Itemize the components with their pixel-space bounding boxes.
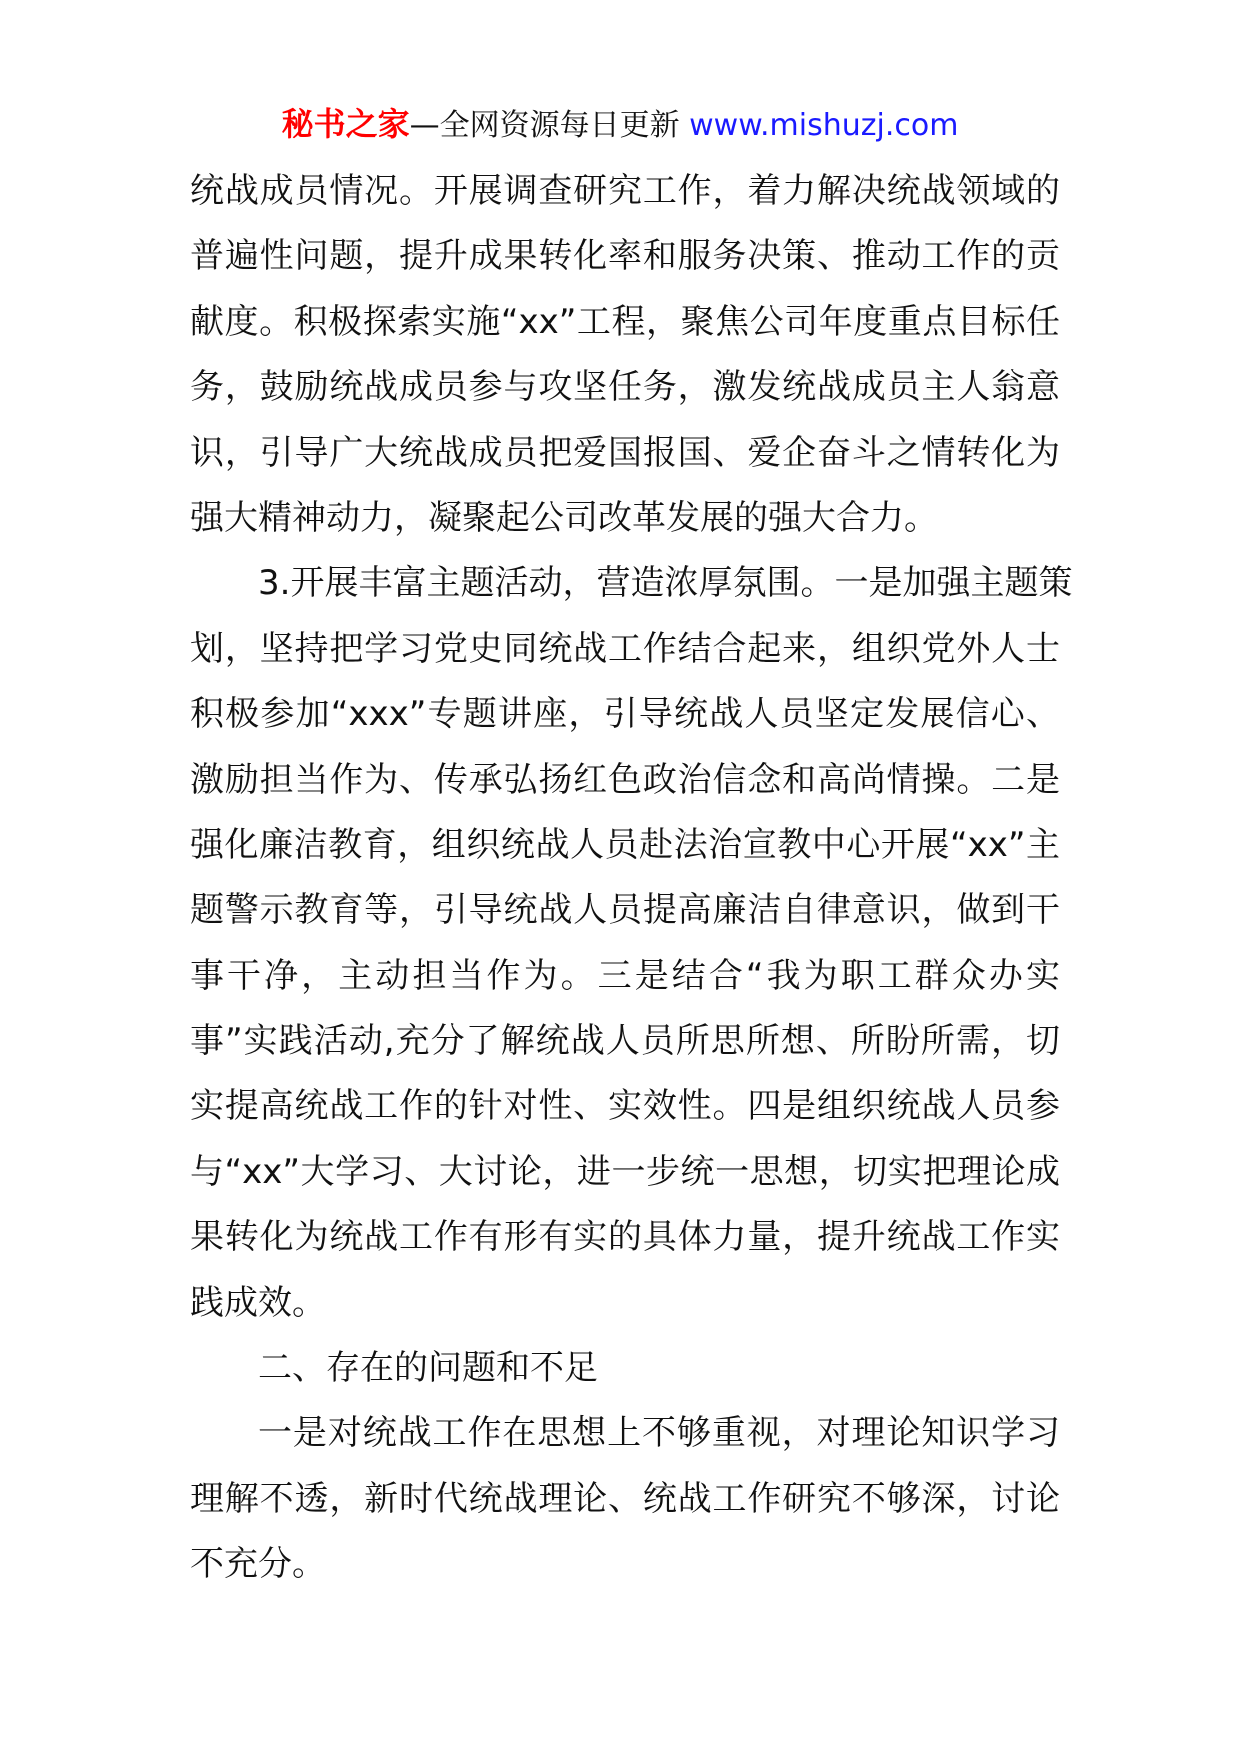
paragraph [190,159,1060,551]
text-line: 一是对统战工作在思想上不够重视，对理论知识学习 [258,1413,1060,1454]
text-line: 统战成员情况。开展调查研究工作，着力解决统战领域的 [190,171,1060,211]
text-line: 果转化为统战工作有形有实的具体力量，提升统战工作实 [190,1217,1060,1258]
text-line: 激励担当作为、传承弘扬红色政治信念和高尚情操。二是 [190,759,1060,800]
text-line: 划，坚持把学习党史同统战工作结合起来，组织党外人士 [190,628,1060,669]
header-url-link[interactable]: www.mishuzj.com [689,108,959,143]
header-tagline: —全网资源每日更新 [409,108,680,143]
text-line: 强大精神动力，凝聚起公司改革发展的强大合力。 [190,497,938,538]
page-header [0,98,1240,150]
text-line: 献度。积极探索实施“xx”工程，聚焦公司年度重点目标任 [190,301,1060,342]
text-line: 题警示教育等，引导统战人员提高廉洁自律意识，做到干 [190,890,1060,931]
text-line: 理解不透，新时代统战理论、统战工作研究不够深，讨论 [190,1478,1060,1519]
paragraph [190,551,1073,1336]
document-body [190,159,1073,1598]
text-line: 不充分。 [190,1544,326,1585]
text-line: 强化廉洁教育，组织统战人员赴法治宣教中心开展“xx”主 [190,824,1060,865]
text-line: 事”实践活动,充分了解统战人员所思所想、所盼所需，切 [190,1021,1060,1062]
text-line: 与“xx”大学习、大讨论，进一步统一思想，切实把理论成 [190,1151,1060,1192]
text-line: 积极参加“xxx”专题讲座，引导统战人员坚定发展信心、 [190,694,1060,735]
paragraph [190,1401,1060,1597]
text-line: 二、存在的问题和不足 [258,1348,598,1389]
text-line: 识，引导广大统战成员把爱国报国、爱企奋斗之情转化为 [190,432,1060,473]
text-line: 普遍性问题，提升成果转化率和服务决策、推动工作的贡 [190,236,1060,277]
brand-name: 秘书之家 [281,105,410,143]
text-line: 务，鼓励统战成员参与攻坚任务，激发统战成员主人翁意 [190,367,1060,408]
text-line: 践成效。 [190,1282,326,1323]
text-line: 实提高统战工作的针对性、实效性。四是组织统战人员参 [190,1086,1060,1127]
text-line: 事干净，主动担当作为。三是结合“我为职工群众办实 [190,955,1060,996]
paragraph [190,1336,1060,1401]
text-line: 3.开展丰富主题活动，营造浓厚氛围。一是加强主题策 [258,563,1073,604]
